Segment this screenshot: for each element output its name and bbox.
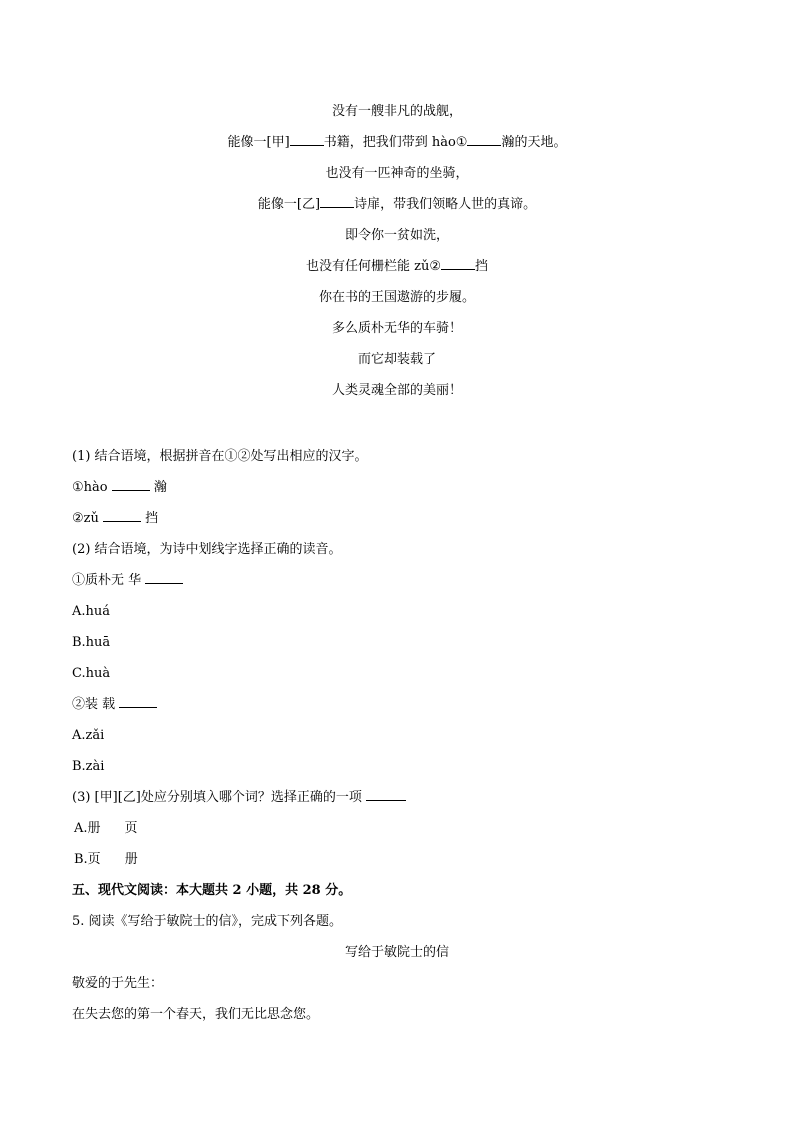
answer-blank-1a[interactable] <box>112 477 150 491</box>
poem-line-3: 也没有一匹神奇的坐骑， <box>325 166 469 181</box>
poem-line-10: 人类灵魂全部的美丽！ <box>331 383 462 398</box>
question-1a: ①hào 瀚 <box>72 476 732 507</box>
poem-line-7: 你在书的王国遨游的步履。 <box>318 290 475 305</box>
poem-line-5: 即令你一贫如洗， <box>344 228 449 243</box>
poem-line-1: 没有一艘非凡的战舰， <box>331 104 462 119</box>
answer-blank-3[interactable] <box>366 787 406 801</box>
blank-1 <box>467 132 501 146</box>
blank-2 <box>441 256 475 270</box>
letter-salutation: 敬爱的于先生： <box>72 976 164 991</box>
poem-line-9: 而它却装载了 <box>357 352 436 367</box>
question-5: 5. 阅读《写给于敏院士的信》，完成下列各题。 <box>72 914 343 929</box>
option-2a-b[interactable]: B.huā <box>72 635 111 650</box>
blank-jia <box>290 132 324 146</box>
question-2b: ②装 载 <box>72 693 732 724</box>
option-3-b[interactable]: B.页 册 <box>74 852 138 867</box>
poem <box>0 100 794 410</box>
question-1b: ②zǔ 挡 <box>72 507 732 538</box>
section-heading-5: 五、现代文阅读：本大题共 2 小题，共 28 分。 <box>72 883 352 898</box>
letter-title: 写给于敏院士的信 <box>344 945 449 960</box>
option-2b-b[interactable]: B.zài <box>72 759 105 774</box>
poem-line-6: 也没有任何栅栏能 zǔ② 挡 <box>0 255 794 286</box>
blank-yi <box>320 194 354 208</box>
letter-first-line: 在失去您的第一个春天，我们无比思念您。 <box>72 1007 320 1022</box>
questions <box>72 445 732 1034</box>
poem-line-2: 能像一[甲] 书籍，把我们带到 hào① 瀚的天地。 <box>0 131 794 162</box>
answer-blank-2a[interactable] <box>145 570 183 584</box>
option-2a-a[interactable]: A.huá <box>72 604 111 619</box>
question-2a: ①质朴无 华 <box>72 569 732 600</box>
answer-blank-2b[interactable] <box>119 694 157 708</box>
question-3: (3) [甲][乙]处应分别填入哪个词？选择正确的一项 <box>72 786 732 817</box>
question-2: (2) 结合语境，为诗中划线字选择正确的读音。 <box>72 542 342 557</box>
option-2b-a[interactable]: A.zǎi <box>72 728 105 743</box>
option-3-a[interactable]: A.册 页 <box>74 821 138 836</box>
option-2a-c[interactable]: C.huà <box>72 666 111 681</box>
poem-line-8: 多么质朴无华的车骑！ <box>331 321 462 336</box>
poem-line-4: 能像一[乙] 诗扉，带我们领略人世的真谛。 <box>0 193 794 224</box>
answer-blank-1b[interactable] <box>103 508 141 522</box>
question-1: (1) 结合语境，根据拼音在①②处写出相应的汉字。 <box>72 449 368 464</box>
